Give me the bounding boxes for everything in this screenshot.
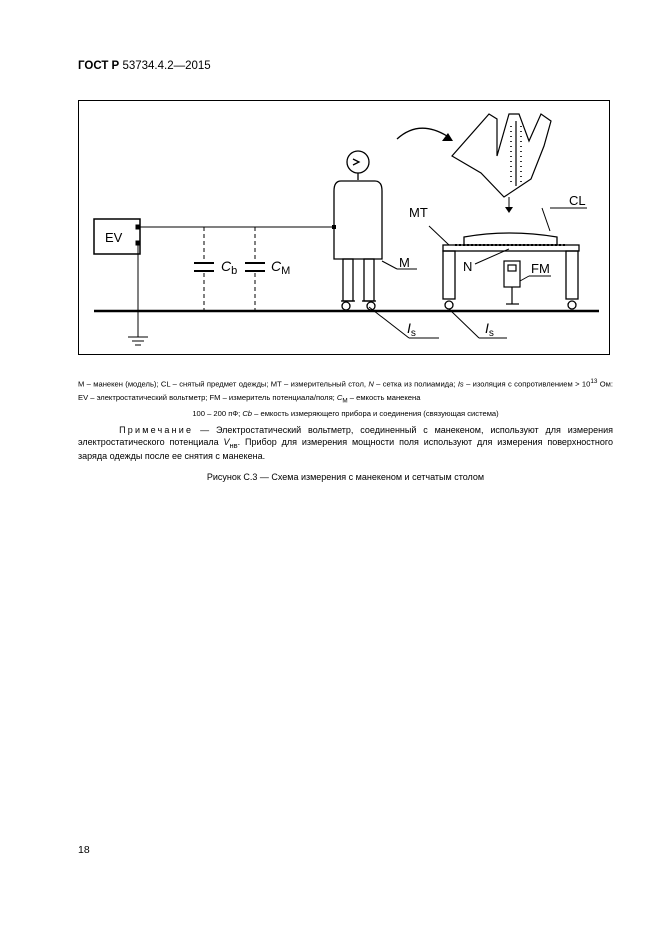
figure-diagram (78, 100, 610, 355)
figure-legend: M – манекен (модель); CL – снятый предмет одежды; MT – измерительный стол, N – сетка из полиамида; Is – изоляция с сопротивлением > $10^{13}$ Ом: EV – электростатический вольтметр; FM – измеритель потенциала/поля; $C_M$ – емкость манекена 100 – 200 пФ; Cb – емкость измеряющего прибора и соединения (связующая система) (78, 378, 613, 419)
label-m: M (399, 255, 410, 270)
label-is-2: $I_s$ (485, 320, 494, 339)
label-is-1: $I_s$ (407, 320, 416, 339)
standard-number: 53734.4.2—2015 (122, 60, 211, 72)
garment (452, 114, 551, 197)
figure-caption: Рисунок С.3 — Схема измерения с манекеном и сетчатым столом (206, 472, 485, 482)
removal-arrow (397, 128, 447, 139)
label-cb: $C_b$ (221, 258, 238, 277)
measurement-scheme-svg (79, 101, 611, 356)
note-label: Примечание (119, 425, 194, 435)
field-meter (504, 261, 520, 304)
standard-code: ГОСТ Р (78, 60, 120, 72)
page-number: 18 (78, 844, 90, 856)
label-fm: FM (531, 261, 550, 276)
label-cm: $C_M$ (271, 258, 291, 277)
figure-note: Примечание — Электростатический вольтметр, соединенный с манекеном, используют для измерения электростатического потенциала $V_{нв}$. Прибор для измерения мощности поля используют для измерения поверхностного заряда одежды после ее снятия с манекена. (78, 425, 613, 461)
label-ev: EV (105, 230, 123, 245)
label-cl: CL (569, 193, 586, 208)
label-n: N (463, 259, 473, 274)
label-mt: MT (409, 205, 428, 220)
mannequin (334, 151, 382, 310)
document-header (78, 60, 211, 72)
